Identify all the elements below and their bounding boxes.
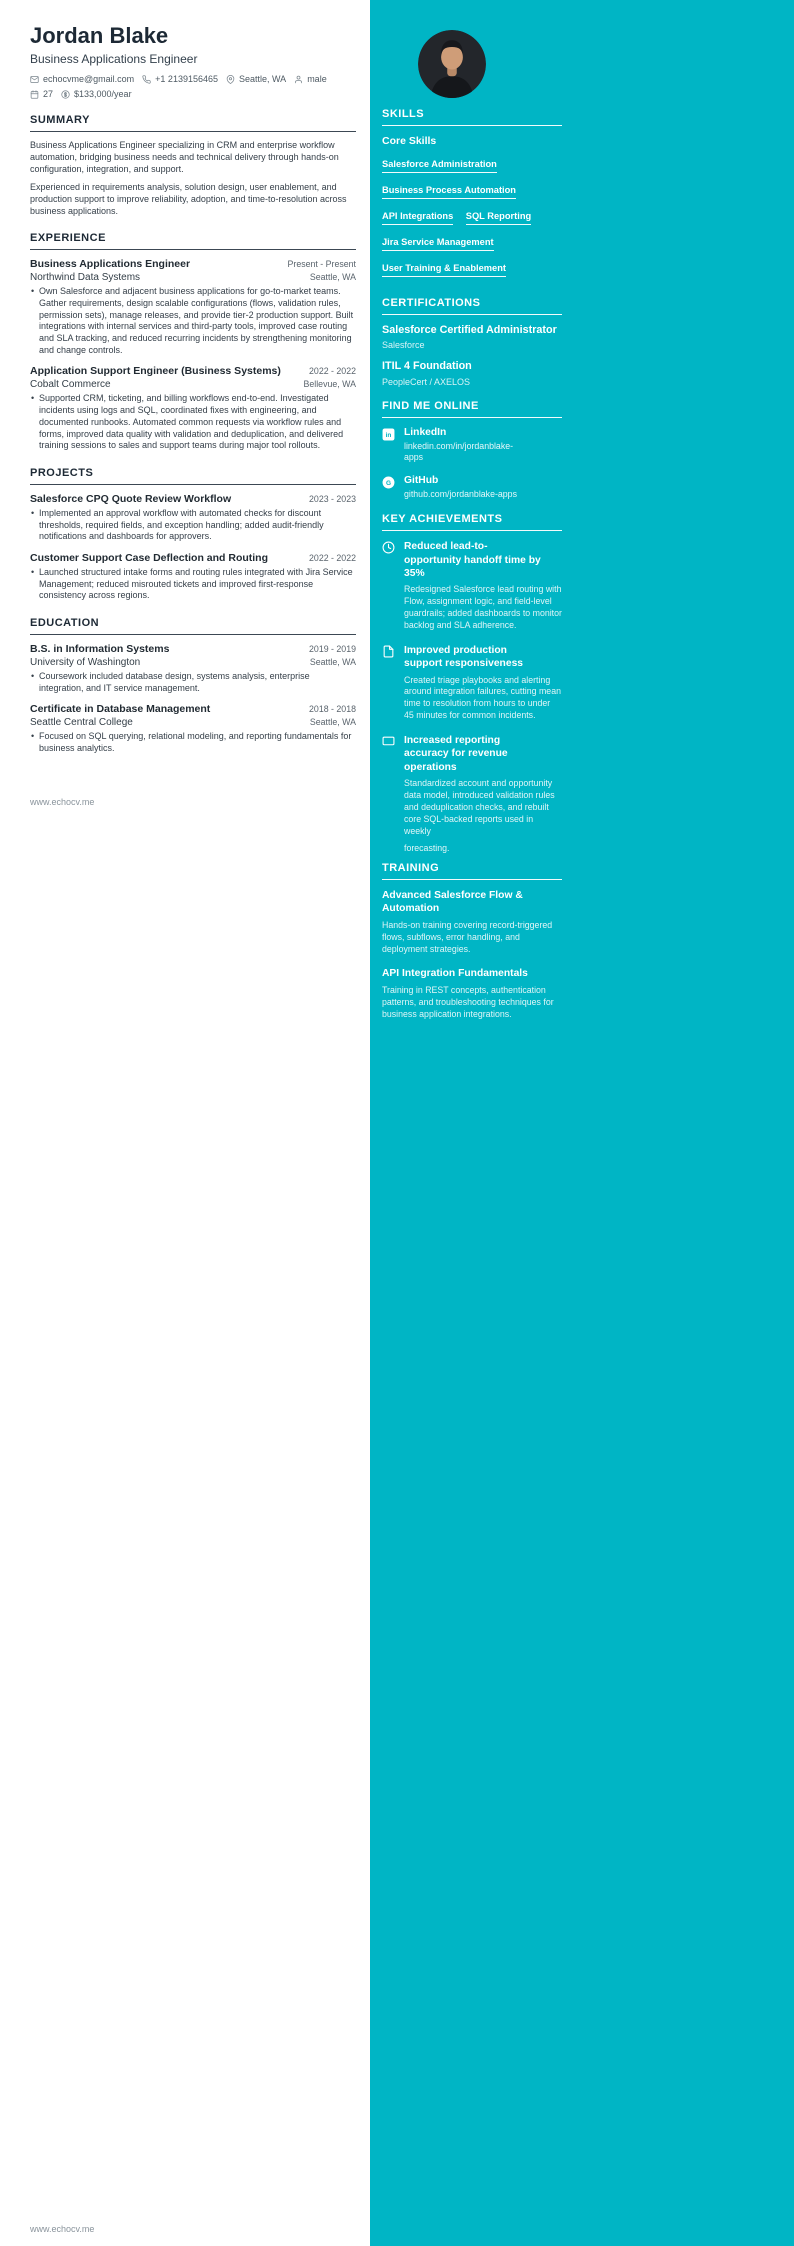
job-location: Bellevue, WA (303, 379, 356, 390)
achievement-title: Reduced lead-to-opportunity handoff time by 35% (404, 541, 541, 579)
email-text: echocvme@gmail.com (43, 74, 135, 85)
skill-tag: Salesforce Administration (382, 159, 497, 173)
contact-gender (294, 74, 327, 84)
job-company: Cobalt Commerce (30, 379, 111, 391)
certification-issuer: Salesforce (382, 340, 425, 351)
skill-tag: API Integrations (382, 211, 453, 225)
job-location: Seattle, WA (309, 272, 356, 283)
github-url: github.com/jordanblake-apps (404, 488, 517, 499)
achievement-item (382, 540, 562, 632)
certification-name: ITIL 4 Foundation (382, 360, 472, 373)
certifications-heading: CERTIFICATIONS (382, 297, 562, 315)
projects-section (30, 467, 356, 602)
github-link[interactable] (382, 475, 562, 500)
project-entry (30, 493, 356, 543)
salary-text: $133,000/year (74, 89, 132, 100)
achievement-description: Created triage playbooks and alerting around integration failures, cutting mean time to resolution from hours to under 45 minutes for common incidents. (404, 674, 561, 721)
key-achievements-section (382, 513, 562, 837)
summary-paragraph: Experienced in requirements analysis, solution design, user enablement, and production support to improve reliability, adoption, and time-to-resolution across business applications. (30, 182, 347, 216)
education-entry (30, 643, 356, 694)
job-title: Business Applications Engineer (30, 258, 191, 271)
calendar-icon (30, 90, 39, 99)
school-location: Seattle, WA (309, 717, 356, 728)
school-name: University of Washington (30, 657, 141, 668)
sidebar-page1 (382, 108, 562, 851)
skills-heading: SKILLS (382, 108, 562, 126)
summary-paragraph: Business Applications Engineer specializing in CRM and enterprise workflow automation, bridging business needs and technical delivery through hands-on configuration, integration, and support. (30, 140, 339, 174)
linkedin-label: LinkedIn (404, 426, 447, 438)
project-bullet: • Implemented an approval workflow with automated checks for discount thresholds, required fields, and exception handling; added audit-friendly notifications and dashboards for approvers. (30, 508, 356, 543)
experience-entry (30, 258, 356, 356)
school-name: Seattle Central College (30, 717, 133, 729)
achievement-title: Increased reporting accuracy for revenue operations (404, 735, 508, 773)
summary-section (30, 114, 356, 217)
job-dates: 2022 - 2022 (309, 366, 356, 377)
training-title: API Integration Fundamentals (382, 968, 528, 980)
skill-tag: User Training & Enablement (382, 263, 506, 277)
project-entry (30, 552, 356, 602)
skill-tag: Jira Service Management (382, 237, 494, 251)
skills-section (382, 108, 562, 284)
contact-salary (61, 89, 132, 99)
contact-age (30, 89, 53, 99)
dollar-icon (61, 90, 70, 99)
contact-email[interactable] (30, 74, 134, 84)
profile-photo (418, 30, 486, 98)
certification-item (382, 324, 562, 350)
linkedin-link[interactable] (382, 427, 562, 464)
experience-heading: EXPERIENCE (30, 232, 356, 250)
main-column (30, 24, 356, 764)
job-dates: Present - Present (287, 259, 356, 270)
achievement-item (382, 734, 562, 838)
project-title: Customer Support Case Deflection and Routing (30, 551, 269, 564)
find-me-online-heading: FIND ME ONLINE (382, 400, 562, 418)
certification-item (382, 360, 562, 386)
sidebar-page2 (382, 843, 562, 1033)
achievement-overflow-text: forecasting. (404, 843, 450, 853)
training-item (382, 889, 562, 955)
project-dates: 2022 - 2022 (309, 552, 356, 563)
achievement-description: Standardized account and opportunity data model, introduced validation rules and deduplication checks, and rebuilt core SQL-backed reports used in weekly (404, 778, 555, 836)
experience-entry (30, 365, 356, 451)
skill-tag: SQL Reporting (466, 211, 531, 225)
project-dates: 2023 - 2023 (309, 493, 356, 504)
job-company: Northwind Data Systems (30, 272, 141, 284)
education-bullet: • Focused on SQL querying, relational modeling, and reporting fundamentals for business analytics. (30, 731, 356, 754)
training-description: Training in REST concepts, authentication patterns, and troubleshooting techniques for business application integrations. (382, 984, 554, 1019)
location-text: Seattle, WA (239, 74, 287, 85)
phone-icon (142, 75, 151, 84)
certification-name: Salesforce Certified Administrator (382, 324, 557, 336)
training-section (382, 862, 562, 1020)
certification-issuer: PeopleCert / AXELOS (382, 376, 471, 387)
summary-heading: SUMMARY (30, 114, 356, 132)
education-heading: EDUCATION (30, 617, 356, 635)
skill-tags (382, 154, 562, 284)
person-icon (294, 75, 303, 84)
job-title: Application Support Engineer (Business Systems) (30, 365, 281, 378)
contact-info (30, 74, 356, 99)
contact-phone[interactable] (142, 74, 218, 84)
github-icon (382, 476, 395, 494)
training-description: Hands-on training covering record-triggered flows, subflows, error handling, and deployment strategies. (382, 919, 553, 954)
page2-footer-link[interactable]: www.echocv.me (30, 2224, 95, 2234)
phone-text: +1 2139156465 (155, 74, 218, 85)
document-icon (382, 645, 395, 658)
achievement-title: Improved production support responsiveness (404, 644, 524, 670)
education-bullet: • Coursework included database design, systems analysis, enterprise integration, and IT service management. (30, 671, 356, 694)
candidate-name: Jordan Blake (30, 23, 169, 48)
key-achievements-heading: KEY ACHIEVEMENTS (382, 513, 562, 531)
svg-text:G: G (385, 479, 392, 487)
experience-section (30, 232, 356, 452)
achievement-description: Redesigned Salesforce lead routing with Flow, assignment logic, and field-level guardrails; added dashboards to monitor backlog and SLA adherence. (404, 584, 562, 630)
job-bullet: • Own Salesforce and adjacent business applications for go-to-market teams. Gather requirements, design scalable configurations (flows, validation rules, permission sets), manage releases, and provide tier-2 production support. Built integrations with internal services and third-party tools, improved case routing and SLA tracking, and reduced recurring incidents by strengthening monitoring and change controls. (30, 286, 356, 356)
candidate-job-title: Business Applications Engineer (30, 52, 198, 67)
linkedin-icon (382, 428, 395, 446)
education-dates: 2019 - 2019 (309, 644, 356, 654)
email-icon (30, 75, 39, 84)
project-title: Salesforce CPQ Quote Review Workflow (30, 492, 232, 505)
education-entry (30, 703, 356, 754)
report-icon (382, 735, 395, 748)
skill-tag: Business Process Automation (382, 185, 516, 199)
school-location: Seattle, WA (309, 657, 356, 667)
avatar-illustration (418, 30, 486, 98)
job-bullet: • Supported CRM, ticketing, and billing workflows end-to-end. Investigated incidents using logs and SQL, coordinated fixes with engineering, and documented runbooks. Automated common requests via workflow rules and forms, improved data quality with validation and deduplication, and delivered training sessions to sales and support teams during major tool rollouts. (30, 393, 356, 451)
certifications-section (382, 297, 562, 387)
gender-text: male (307, 74, 327, 85)
degree-title: Certificate in Database Management (30, 703, 211, 716)
svg-text:in: in (385, 432, 392, 440)
projects-heading: PROJECTS (30, 467, 356, 485)
linkedin-url: linkedin.com/in/jordanblake-apps (404, 440, 514, 463)
education-dates: 2018 - 2018 (309, 704, 356, 715)
training-item (382, 967, 562, 1020)
clock-icon (382, 541, 395, 554)
location-pin-icon (226, 75, 235, 84)
training-heading: TRAINING (382, 862, 562, 880)
find-me-online-section (382, 400, 562, 500)
achievement-item (382, 644, 562, 722)
page1-footer-link[interactable]: www.echocv.me (30, 797, 95, 807)
education-section (30, 617, 356, 755)
training-title: Advanced Salesforce Flow & Automation (382, 890, 523, 915)
github-label: GitHub (404, 474, 439, 486)
age-text: 27 (43, 89, 54, 100)
project-bullet: • Launched structured intake forms and routing rules integrated with Jira Service Management; reduced misrouted tickets and improved first-response consistency across regions. (30, 567, 356, 602)
skills-group-label: Core Skills (382, 135, 437, 147)
degree-title: B.S. in Information Systems (30, 643, 170, 655)
contact-location (226, 74, 286, 84)
